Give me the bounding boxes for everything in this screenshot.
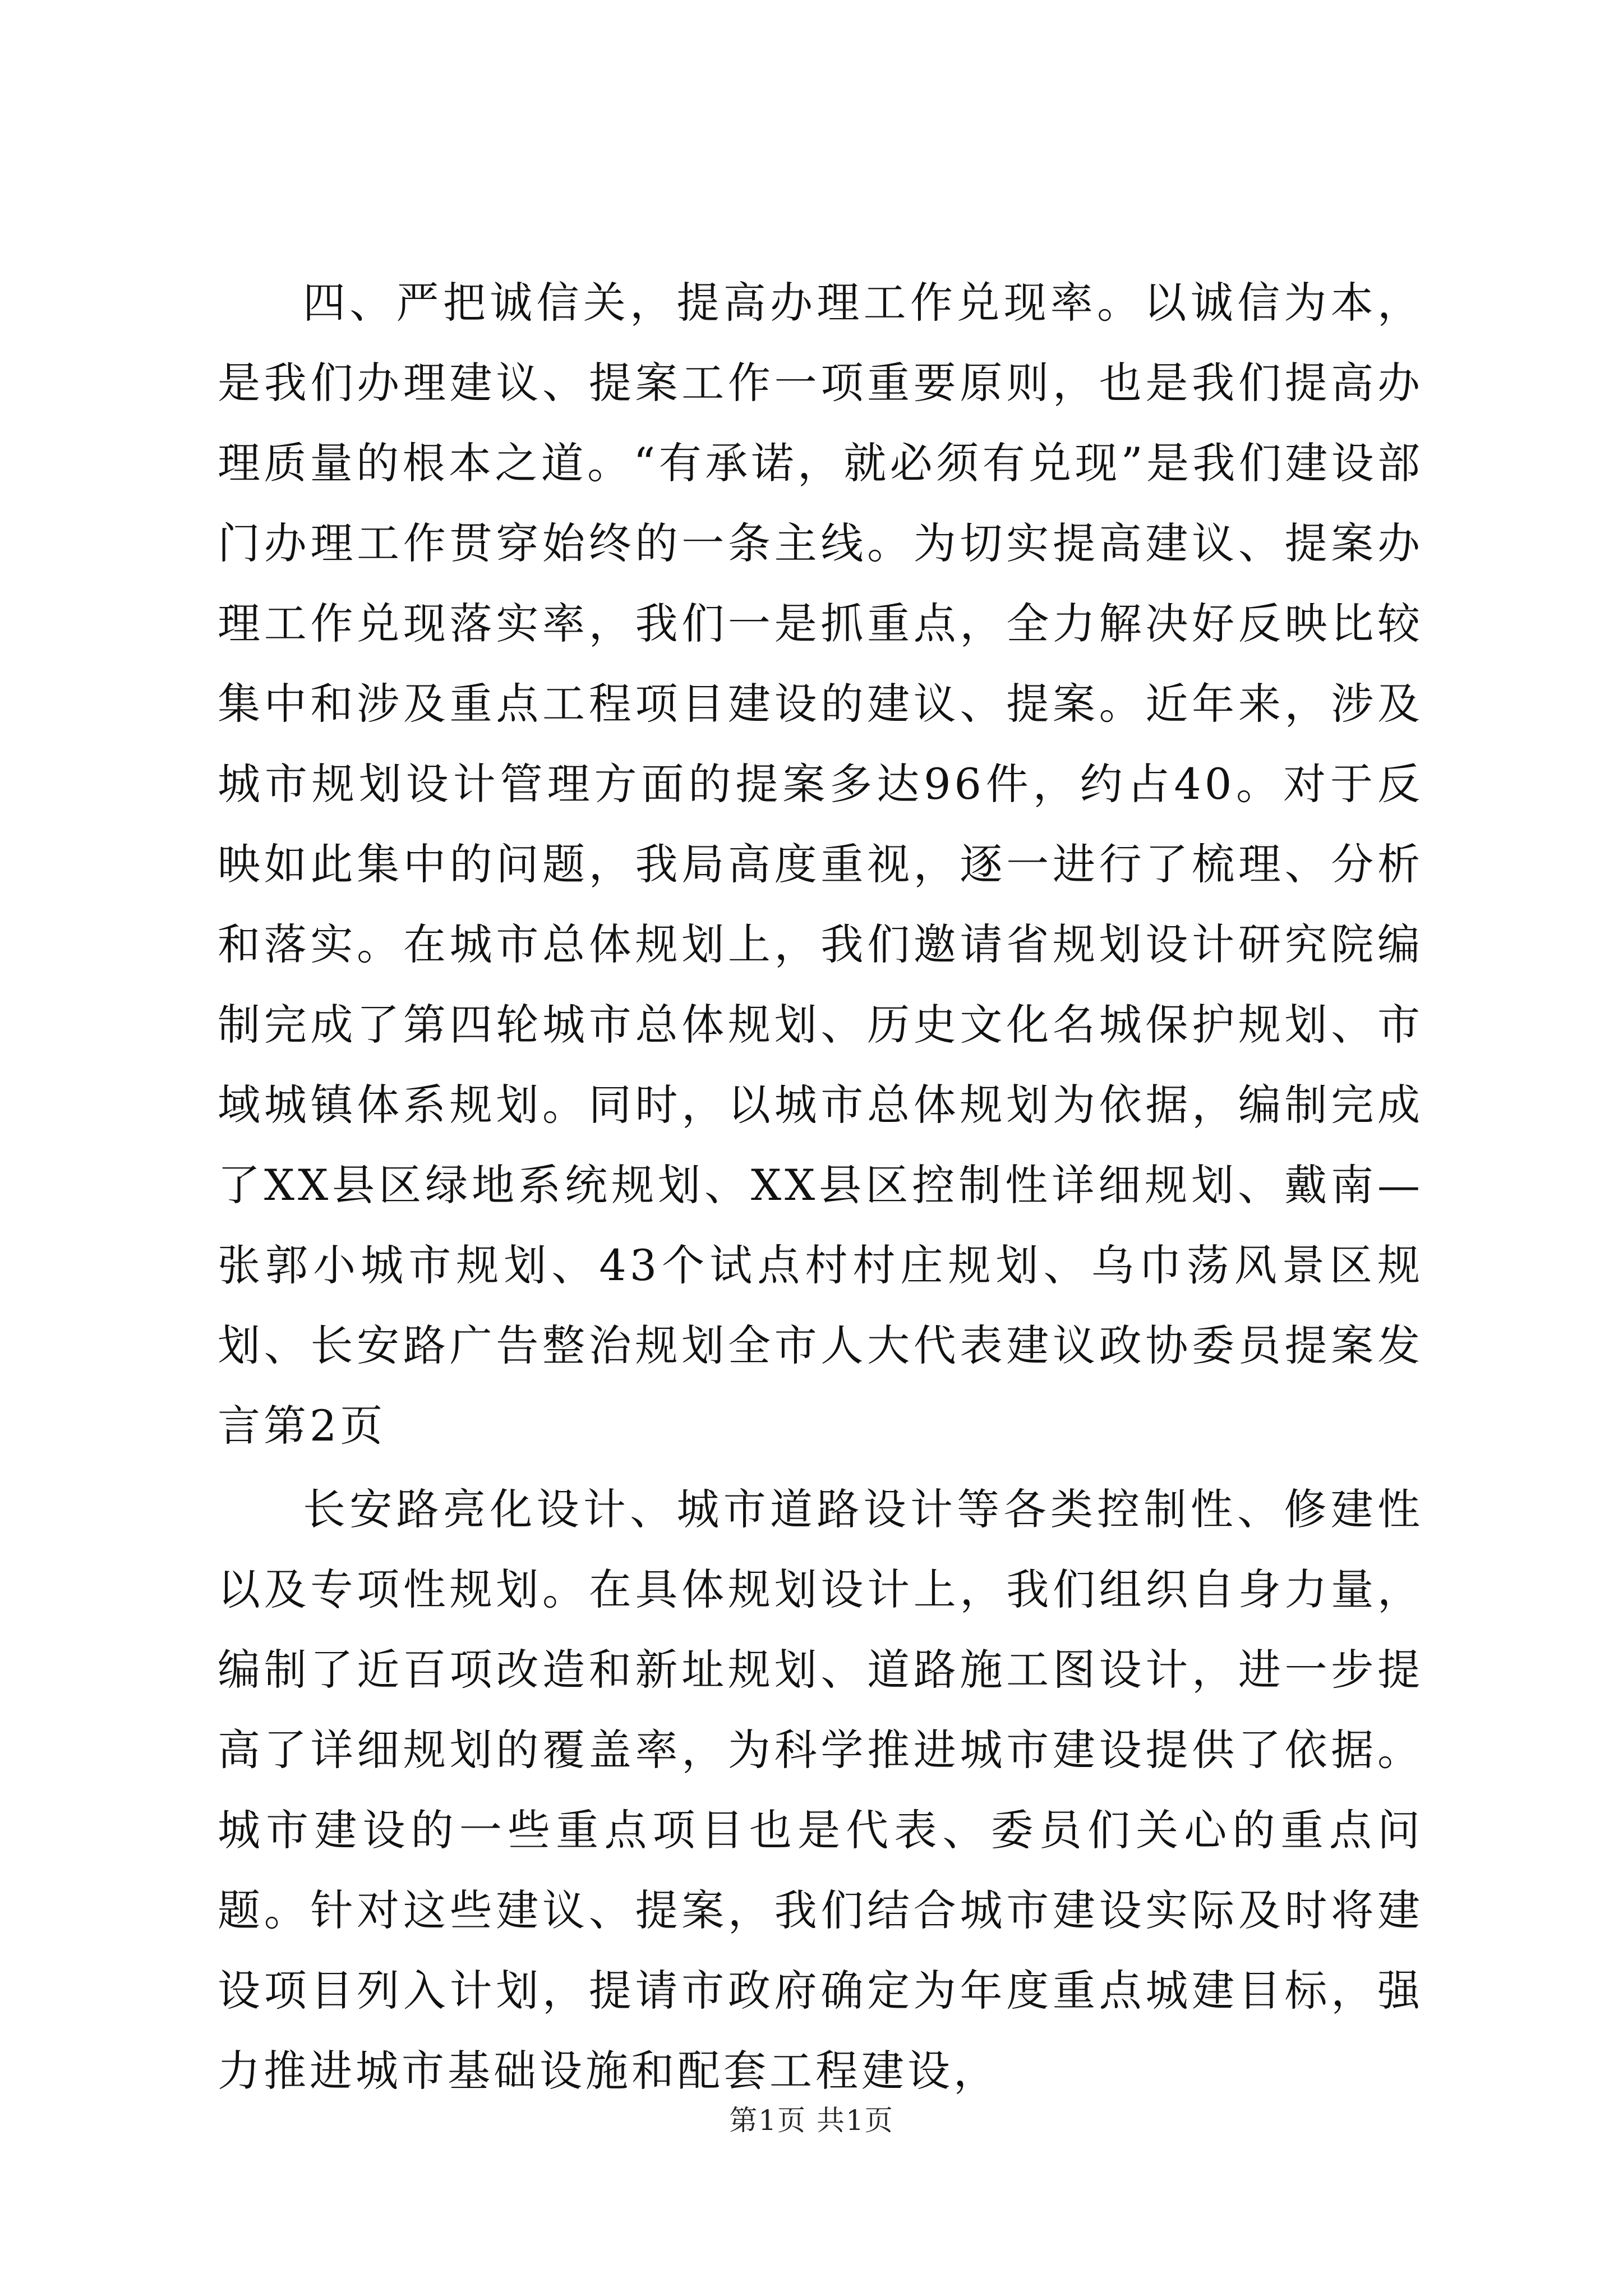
- document-body: [218, 263, 1423, 2111]
- page-footer: 第1页 共1页: [729, 2104, 894, 2137]
- paragraph-planning: 长安路亮化设计、城市道路设计等各类控制性、修建性以及专项性规划。在具体规划设计上，我们组织自身力量，编制了近百项改造和新址规划、道路施工图设计，进一步提高了详细规划的覆盖率，为科学推进城市建设提供了依据。城市建设的一些重点项目也是代表、委员们关心的重点问题。针对这些建议、提案，我们结合城市建设实际及时将建设项目列入计划，提请市政府确定为年度重点城建目标，强力推进城市基础设施和配套工程建设，: [218, 1484, 1423, 2096]
- paragraph-integrity: 四、严把诚信关，提高办理工作兑现率。以诚信为本，是我们办理建议、提案工作一项重要原则，也是我们提高办理质量的根本之道。“有承诺，就必须有兑现”是我们建设部门办理工作贯穿始终的一条主线。为切实提高建议、提案办理工作兑现落实率，我们一是抓重点，全力解决好反映比较集中和涉及重点工程项目建设的建议、提案。近年来，涉及城市规划设计管理方面的提案多达96件，约占40。对于反映如此集中的问题，我局高度重视，逐一进行了梳理、分析和落实。在城市总体规划上，我们邀请省规划设计研究院编制完成了第四轮城市总体规划、历史文化名城保护规划、市域城镇体系规划。同时，以城市总体规划为依据，编制完成了XX县区绿地系统规划、XX县区控制性详细规划、戴南—张郭小城市规划、43个试点村村庄规划、乌巾荡风景区规划、长安路广告整治规划全市人大代表建议政协委员提案发言第2页: [218, 278, 1423, 1451]
